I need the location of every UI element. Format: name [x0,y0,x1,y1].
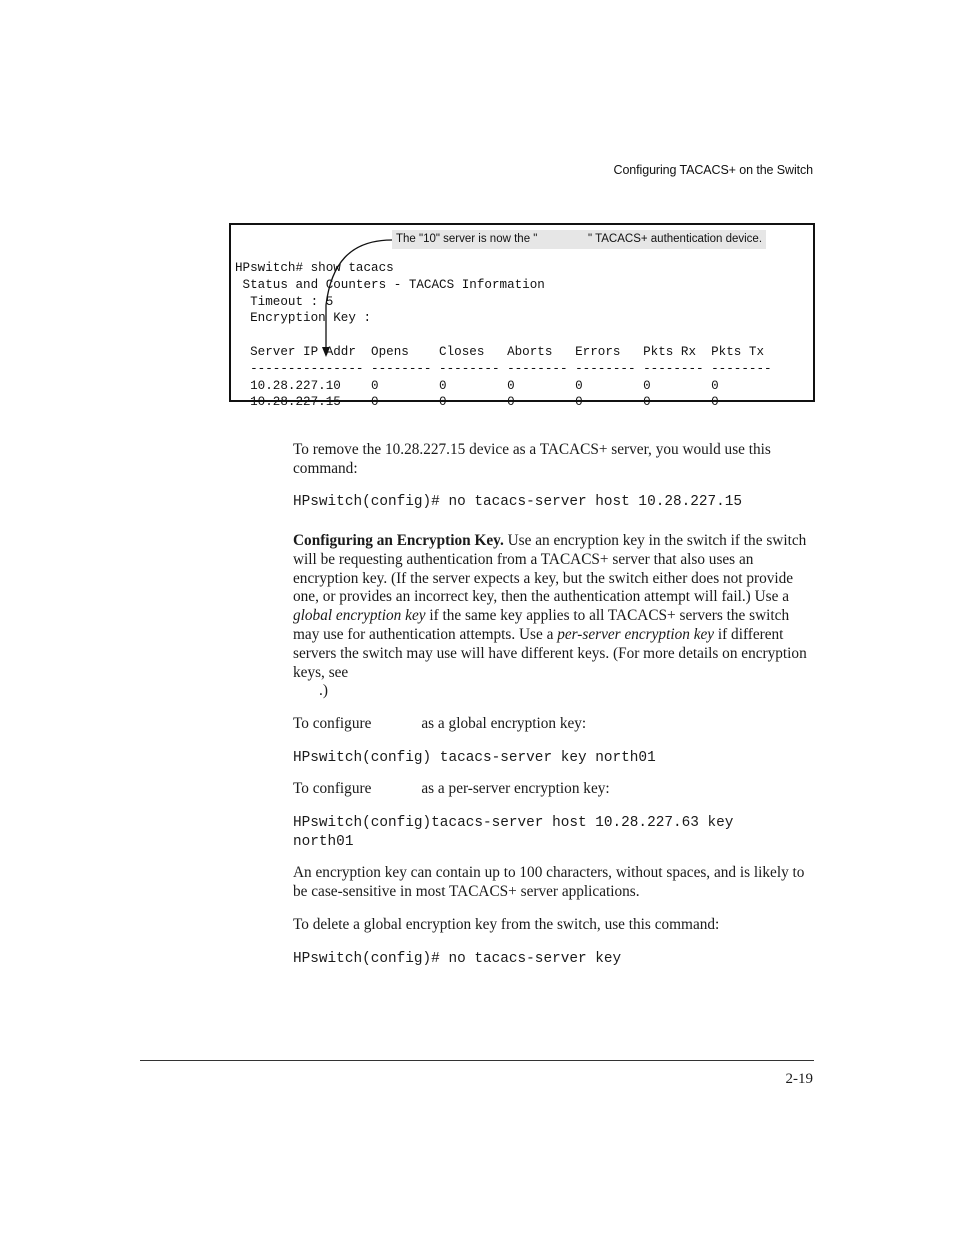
enc-text-3: if different servers the switch may use will have different keys. (For more details on encryption keys, see [293,625,807,681]
terminal-line: 10.28.227.15 0 0 0 0 0 0 [235,395,719,410]
footer-rule [140,1060,814,1061]
cmd-server-key: HPswitch(config)tacacs-server host 10.28.227.63 key north01 [293,815,734,850]
cfg-global-a: To configure [293,715,372,732]
terminal-line: HPswitch# show tacacs [235,261,394,275]
terminal-line: Encryption Key : [235,311,372,326]
callout-text-part1: The "10" server is now the " [396,233,538,245]
cmd-delete-key: HPswitch(config)# no tacacs-server key [293,951,622,967]
enc-text-4: .) [319,682,328,700]
enc-ital-2: per-server encryption key [557,625,715,643]
terminal-line: Server IP Addr Opens Closes Aborts Errors Pkts Rx Pkts Tx [235,344,765,359]
para-key-limits: An encryption key can contain up to 100 characters, without spaces, and is likely to be case-sensitive in most TACACS+ server applications. [293,864,805,900]
cfg-global-b: as a global encryption key: [421,715,587,732]
terminal-line: Status and Counters - TACACS Information [235,277,545,292]
terminal-line: --------------- -------- -------- -------- -------- -------- -------- [235,361,772,376]
running-head: Configuring TACACS+ on the Switch [613,163,813,177]
para-remove: To remove the 10.28.227.15 device as a TACACS+ server, you would use this command: [293,441,771,477]
enc-text-2: if the same key applies to all TACACS+ servers the switch may use for authentication attempts. Use a [293,607,790,643]
cfg-server-b: as a per-server encryption key: [421,780,610,797]
para-config-global [293,715,813,734]
para-config-server [293,780,813,799]
terminal-line: 10.28.227.10 0 0 0 0 0 0 [235,378,719,393]
callout-text-part2: " TACACS+ authentication device. [588,233,763,245]
enc-text-1: Use an encryption key in the switch if the switch will be requesting authentication from a TACACS+ server that also uses an encryption key. (If the server expects a key, but the switch either does not provide one, or provides an incorrect key, then the authentication attempt will fail.) Use a [293,532,807,606]
cfg-server-a: To configure [293,780,372,797]
para-delete: To delete a global encryption key from the switch, use this command: [293,916,720,933]
terminal-output [235,260,772,411]
enc-ital-1: global encryption key [293,607,426,625]
terminal-line: Timeout : 5 [235,294,334,309]
terminal-figure [229,223,815,410]
cmd-global-key: HPswitch(config) tacacs-server key north01 [293,750,656,766]
cmd-remove: HPswitch(config)# no tacacs-server host 10.28.227.15 [293,494,743,510]
page-number: 2-19 [785,1071,813,1087]
para-encryption [293,532,813,701]
encryption-heading: Configuring an Encryption Key. [293,532,504,549]
